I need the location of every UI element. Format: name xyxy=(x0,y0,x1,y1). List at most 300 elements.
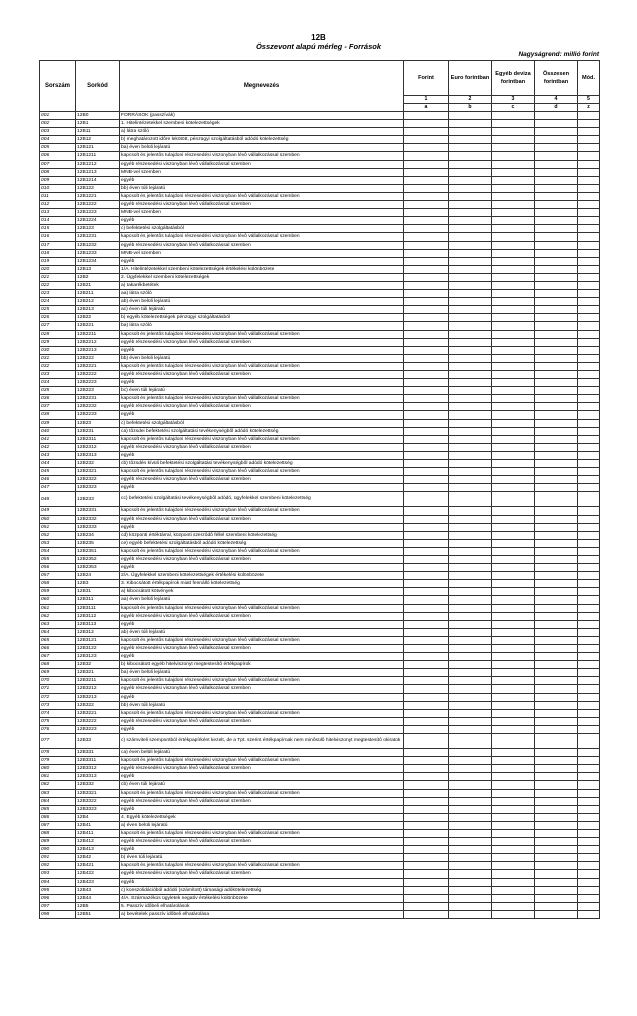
forint-cell[interactable] xyxy=(404,604,449,612)
forint-cell[interactable] xyxy=(404,354,449,362)
euro-cell[interactable] xyxy=(449,225,492,233)
forint-cell[interactable] xyxy=(404,314,449,322)
mod-cell[interactable] xyxy=(578,330,600,338)
euro-cell[interactable] xyxy=(449,168,492,176)
mod-cell[interactable] xyxy=(578,257,600,265)
euro-cell[interactable] xyxy=(449,492,492,507)
forint-cell[interactable] xyxy=(404,677,449,685)
mod-cell[interactable] xyxy=(578,846,600,854)
egyeb-deviza-cell[interactable] xyxy=(492,354,535,362)
osszesen-cell[interactable] xyxy=(535,468,578,476)
egyeb-deviza-cell[interactable] xyxy=(492,894,535,902)
mod-cell[interactable] xyxy=(578,612,600,620)
egyeb-deviza-cell[interactable] xyxy=(492,451,535,459)
euro-cell[interactable] xyxy=(449,273,492,281)
forint-cell[interactable] xyxy=(404,468,449,476)
egyeb-deviza-cell[interactable] xyxy=(492,531,535,539)
mod-cell[interactable] xyxy=(578,136,600,144)
mod-cell[interactable] xyxy=(578,862,600,870)
forint-cell[interactable] xyxy=(404,717,449,725)
egyeb-deviza-cell[interactable] xyxy=(492,257,535,265)
egyeb-deviza-cell[interactable] xyxy=(492,805,535,813)
osszesen-cell[interactable] xyxy=(535,492,578,507)
forint-cell[interactable] xyxy=(404,484,449,492)
forint-cell[interactable] xyxy=(404,910,449,918)
osszesen-cell[interactable] xyxy=(535,395,578,403)
egyeb-deviza-cell[interactable] xyxy=(492,427,535,435)
euro-cell[interactable] xyxy=(449,821,492,829)
egyeb-deviza-cell[interactable] xyxy=(492,781,535,789)
euro-cell[interactable] xyxy=(449,314,492,322)
forint-cell[interactable] xyxy=(404,168,449,176)
osszesen-cell[interactable] xyxy=(535,653,578,661)
mod-cell[interactable] xyxy=(578,902,600,910)
euro-cell[interactable] xyxy=(449,290,492,298)
egyeb-deviza-cell[interactable] xyxy=(492,910,535,918)
mod-cell[interactable] xyxy=(578,572,600,580)
euro-cell[interactable] xyxy=(449,604,492,612)
egyeb-deviza-cell[interactable] xyxy=(492,492,535,507)
euro-cell[interactable] xyxy=(449,257,492,265)
euro-cell[interactable] xyxy=(449,120,492,128)
mod-cell[interactable] xyxy=(578,878,600,886)
forint-cell[interactable] xyxy=(404,160,449,168)
forint-cell[interactable] xyxy=(404,298,449,306)
mod-cell[interactable] xyxy=(578,564,600,572)
forint-cell[interactable] xyxy=(404,338,449,346)
osszesen-cell[interactable] xyxy=(535,547,578,555)
euro-cell[interactable] xyxy=(449,411,492,419)
forint-cell[interactable] xyxy=(404,184,449,192)
euro-cell[interactable] xyxy=(449,661,492,669)
mod-cell[interactable] xyxy=(578,523,600,531)
euro-cell[interactable] xyxy=(449,709,492,717)
euro-cell[interactable] xyxy=(449,144,492,152)
osszesen-cell[interactable] xyxy=(535,523,578,531)
forint-cell[interactable] xyxy=(404,612,449,620)
mod-cell[interactable] xyxy=(578,653,600,661)
egyeb-deviza-cell[interactable] xyxy=(492,821,535,829)
osszesen-cell[interactable] xyxy=(535,265,578,273)
euro-cell[interactable] xyxy=(449,878,492,886)
forint-cell[interactable] xyxy=(404,371,449,379)
egyeb-deviza-cell[interactable] xyxy=(492,555,535,563)
euro-cell[interactable] xyxy=(449,209,492,217)
egyeb-deviza-cell[interactable] xyxy=(492,596,535,604)
euro-cell[interactable] xyxy=(449,379,492,387)
osszesen-cell[interactable] xyxy=(535,403,578,411)
forint-cell[interactable] xyxy=(404,789,449,797)
mod-cell[interactable] xyxy=(578,636,600,644)
forint-cell[interactable] xyxy=(404,564,449,572)
egyeb-deviza-cell[interactable] xyxy=(492,572,535,580)
forint-cell[interactable] xyxy=(404,870,449,878)
forint-cell[interactable] xyxy=(404,476,449,484)
osszesen-cell[interactable] xyxy=(535,661,578,669)
forint-cell[interactable] xyxy=(404,330,449,338)
osszesen-cell[interactable] xyxy=(535,443,578,451)
forint-cell[interactable] xyxy=(404,653,449,661)
osszesen-cell[interactable] xyxy=(535,507,578,515)
forint-cell[interactable] xyxy=(404,725,449,733)
osszesen-cell[interactable] xyxy=(535,886,578,894)
mod-cell[interactable] xyxy=(578,539,600,547)
osszesen-cell[interactable] xyxy=(535,136,578,144)
euro-cell[interactable] xyxy=(449,443,492,451)
egyeb-deviza-cell[interactable] xyxy=(492,813,535,821)
osszesen-cell[interactable] xyxy=(535,387,578,395)
forint-cell[interactable] xyxy=(404,523,449,531)
osszesen-cell[interactable] xyxy=(535,580,578,588)
egyeb-deviza-cell[interactable] xyxy=(492,362,535,370)
forint-cell[interactable] xyxy=(404,902,449,910)
euro-cell[interactable] xyxy=(449,507,492,515)
forint-cell[interactable] xyxy=(404,645,449,653)
osszesen-cell[interactable] xyxy=(535,128,578,136)
euro-cell[interactable] xyxy=(449,628,492,636)
egyeb-deviza-cell[interactable] xyxy=(492,669,535,677)
egyeb-deviza-cell[interactable] xyxy=(492,322,535,330)
osszesen-cell[interactable] xyxy=(535,902,578,910)
forint-cell[interactable] xyxy=(404,685,449,693)
euro-cell[interactable] xyxy=(449,484,492,492)
mod-cell[interactable] xyxy=(578,290,600,298)
euro-cell[interactable] xyxy=(449,636,492,644)
egyeb-deviza-cell[interactable] xyxy=(492,330,535,338)
osszesen-cell[interactable] xyxy=(535,322,578,330)
mod-cell[interactable] xyxy=(578,484,600,492)
osszesen-cell[interactable] xyxy=(535,330,578,338)
forint-cell[interactable] xyxy=(404,387,449,395)
euro-cell[interactable] xyxy=(449,886,492,894)
mod-cell[interactable] xyxy=(578,693,600,701)
egyeb-deviza-cell[interactable] xyxy=(492,765,535,773)
egyeb-deviza-cell[interactable] xyxy=(492,346,535,354)
mod-cell[interactable] xyxy=(578,620,600,628)
egyeb-deviza-cell[interactable] xyxy=(492,507,535,515)
forint-cell[interactable] xyxy=(404,306,449,314)
euro-cell[interactable] xyxy=(449,894,492,902)
egyeb-deviza-cell[interactable] xyxy=(492,773,535,781)
forint-cell[interactable] xyxy=(404,322,449,330)
euro-cell[interactable] xyxy=(449,233,492,241)
mod-cell[interactable] xyxy=(578,725,600,733)
osszesen-cell[interactable] xyxy=(535,539,578,547)
osszesen-cell[interactable] xyxy=(535,152,578,160)
euro-cell[interactable] xyxy=(449,451,492,459)
egyeb-deviza-cell[interactable] xyxy=(492,338,535,346)
osszesen-cell[interactable] xyxy=(535,476,578,484)
euro-cell[interactable] xyxy=(449,781,492,789)
egyeb-deviza-cell[interactable] xyxy=(492,749,535,757)
osszesen-cell[interactable] xyxy=(535,620,578,628)
euro-cell[interactable] xyxy=(449,773,492,781)
egyeb-deviza-cell[interactable] xyxy=(492,580,535,588)
mod-cell[interactable] xyxy=(578,201,600,209)
forint-cell[interactable] xyxy=(404,636,449,644)
osszesen-cell[interactable] xyxy=(535,797,578,805)
osszesen-cell[interactable] xyxy=(535,685,578,693)
mod-cell[interactable] xyxy=(578,734,600,749)
egyeb-deviza-cell[interactable] xyxy=(492,797,535,805)
egyeb-deviza-cell[interactable] xyxy=(492,225,535,233)
mod-cell[interactable] xyxy=(578,322,600,330)
forint-cell[interactable] xyxy=(404,701,449,709)
euro-cell[interactable] xyxy=(449,547,492,555)
mod-cell[interactable] xyxy=(578,144,600,152)
forint-cell[interactable] xyxy=(404,241,449,249)
euro-cell[interactable] xyxy=(449,419,492,427)
forint-cell[interactable] xyxy=(404,580,449,588)
forint-cell[interactable] xyxy=(404,257,449,265)
euro-cell[interactable] xyxy=(449,677,492,685)
mod-cell[interactable] xyxy=(578,476,600,484)
euro-cell[interactable] xyxy=(449,152,492,160)
mod-cell[interactable] xyxy=(578,596,600,604)
forint-cell[interactable] xyxy=(404,265,449,273)
egyeb-deviza-cell[interactable] xyxy=(492,128,535,136)
osszesen-cell[interactable] xyxy=(535,192,578,200)
euro-cell[interactable] xyxy=(449,685,492,693)
mod-cell[interactable] xyxy=(578,580,600,588)
egyeb-deviza-cell[interactable] xyxy=(492,419,535,427)
osszesen-cell[interactable] xyxy=(535,813,578,821)
osszesen-cell[interactable] xyxy=(535,314,578,322)
egyeb-deviza-cell[interactable] xyxy=(492,273,535,281)
mod-cell[interactable] xyxy=(578,789,600,797)
euro-cell[interactable] xyxy=(449,910,492,918)
forint-cell[interactable] xyxy=(404,709,449,717)
osszesen-cell[interactable] xyxy=(535,588,578,596)
mod-cell[interactable] xyxy=(578,281,600,289)
osszesen-cell[interactable] xyxy=(535,168,578,176)
mod-cell[interactable] xyxy=(578,427,600,435)
forint-cell[interactable] xyxy=(404,596,449,604)
mod-cell[interactable] xyxy=(578,838,600,846)
forint-cell[interactable] xyxy=(404,781,449,789)
egyeb-deviza-cell[interactable] xyxy=(492,838,535,846)
euro-cell[interactable] xyxy=(449,298,492,306)
mod-cell[interactable] xyxy=(578,403,600,411)
mod-cell[interactable] xyxy=(578,338,600,346)
forint-cell[interactable] xyxy=(404,539,449,547)
mod-cell[interactable] xyxy=(578,371,600,379)
osszesen-cell[interactable] xyxy=(535,838,578,846)
egyeb-deviza-cell[interactable] xyxy=(492,265,535,273)
egyeb-deviza-cell[interactable] xyxy=(492,371,535,379)
egyeb-deviza-cell[interactable] xyxy=(492,725,535,733)
euro-cell[interactable] xyxy=(449,805,492,813)
mod-cell[interactable] xyxy=(578,217,600,225)
euro-cell[interactable] xyxy=(449,564,492,572)
osszesen-cell[interactable] xyxy=(535,709,578,717)
egyeb-deviza-cell[interactable] xyxy=(492,411,535,419)
forint-cell[interactable] xyxy=(404,249,449,257)
egyeb-deviza-cell[interactable] xyxy=(492,395,535,403)
mod-cell[interactable] xyxy=(578,555,600,563)
osszesen-cell[interactable] xyxy=(535,531,578,539)
forint-cell[interactable] xyxy=(404,427,449,435)
osszesen-cell[interactable] xyxy=(535,160,578,168)
forint-cell[interactable] xyxy=(404,128,449,136)
forint-cell[interactable] xyxy=(404,749,449,757)
mod-cell[interactable] xyxy=(578,829,600,837)
egyeb-deviza-cell[interactable] xyxy=(492,168,535,176)
egyeb-deviza-cell[interactable] xyxy=(492,878,535,886)
mod-cell[interactable] xyxy=(578,314,600,322)
osszesen-cell[interactable] xyxy=(535,233,578,241)
osszesen-cell[interactable] xyxy=(535,306,578,314)
forint-cell[interactable] xyxy=(404,152,449,160)
egyeb-deviza-cell[interactable] xyxy=(492,620,535,628)
mod-cell[interactable] xyxy=(578,781,600,789)
forint-cell[interactable] xyxy=(404,176,449,184)
mod-cell[interactable] xyxy=(578,411,600,419)
forint-cell[interactable] xyxy=(404,233,449,241)
euro-cell[interactable] xyxy=(449,468,492,476)
euro-cell[interactable] xyxy=(449,588,492,596)
mod-cell[interactable] xyxy=(578,233,600,241)
forint-cell[interactable] xyxy=(404,515,449,523)
osszesen-cell[interactable] xyxy=(535,612,578,620)
forint-cell[interactable] xyxy=(404,693,449,701)
osszesen-cell[interactable] xyxy=(535,572,578,580)
euro-cell[interactable] xyxy=(449,176,492,184)
euro-cell[interactable] xyxy=(449,184,492,192)
forint-cell[interactable] xyxy=(404,862,449,870)
osszesen-cell[interactable] xyxy=(535,701,578,709)
euro-cell[interactable] xyxy=(449,531,492,539)
egyeb-deviza-cell[interactable] xyxy=(492,435,535,443)
euro-cell[interactable] xyxy=(449,201,492,209)
euro-cell[interactable] xyxy=(449,192,492,200)
osszesen-cell[interactable] xyxy=(535,781,578,789)
forint-cell[interactable] xyxy=(404,797,449,805)
forint-cell[interactable] xyxy=(404,572,449,580)
egyeb-deviza-cell[interactable] xyxy=(492,717,535,725)
euro-cell[interactable] xyxy=(449,403,492,411)
mod-cell[interactable] xyxy=(578,128,600,136)
egyeb-deviza-cell[interactable] xyxy=(492,854,535,862)
forint-cell[interactable] xyxy=(404,112,449,120)
forint-cell[interactable] xyxy=(404,379,449,387)
mod-cell[interactable] xyxy=(578,661,600,669)
egyeb-deviza-cell[interactable] xyxy=(492,886,535,894)
osszesen-cell[interactable] xyxy=(535,184,578,192)
egyeb-deviza-cell[interactable] xyxy=(492,604,535,612)
euro-cell[interactable] xyxy=(449,281,492,289)
mod-cell[interactable] xyxy=(578,419,600,427)
euro-cell[interactable] xyxy=(449,354,492,362)
osszesen-cell[interactable] xyxy=(535,734,578,749)
forint-cell[interactable] xyxy=(404,846,449,854)
mod-cell[interactable] xyxy=(578,765,600,773)
osszesen-cell[interactable] xyxy=(535,338,578,346)
egyeb-deviza-cell[interactable] xyxy=(492,846,535,854)
euro-cell[interactable] xyxy=(449,757,492,765)
egyeb-deviza-cell[interactable] xyxy=(492,564,535,572)
egyeb-deviza-cell[interactable] xyxy=(492,677,535,685)
forint-cell[interactable] xyxy=(404,854,449,862)
forint-cell[interactable] xyxy=(404,878,449,886)
osszesen-cell[interactable] xyxy=(535,201,578,209)
mod-cell[interactable] xyxy=(578,184,600,192)
mod-cell[interactable] xyxy=(578,192,600,200)
osszesen-cell[interactable] xyxy=(535,596,578,604)
egyeb-deviza-cell[interactable] xyxy=(492,685,535,693)
forint-cell[interactable] xyxy=(404,201,449,209)
euro-cell[interactable] xyxy=(449,789,492,797)
mod-cell[interactable] xyxy=(578,492,600,507)
mod-cell[interactable] xyxy=(578,701,600,709)
euro-cell[interactable] xyxy=(449,669,492,677)
osszesen-cell[interactable] xyxy=(535,564,578,572)
forint-cell[interactable] xyxy=(404,460,449,468)
mod-cell[interactable] xyxy=(578,209,600,217)
forint-cell[interactable] xyxy=(404,273,449,281)
euro-cell[interactable] xyxy=(449,217,492,225)
mod-cell[interactable] xyxy=(578,685,600,693)
euro-cell[interactable] xyxy=(449,838,492,846)
forint-cell[interactable] xyxy=(404,669,449,677)
egyeb-deviza-cell[interactable] xyxy=(492,588,535,596)
forint-cell[interactable] xyxy=(404,362,449,370)
forint-cell[interactable] xyxy=(404,531,449,539)
osszesen-cell[interactable] xyxy=(535,209,578,217)
euro-cell[interactable] xyxy=(449,645,492,653)
euro-cell[interactable] xyxy=(449,265,492,273)
egyeb-deviza-cell[interactable] xyxy=(492,217,535,225)
euro-cell[interactable] xyxy=(449,523,492,531)
egyeb-deviza-cell[interactable] xyxy=(492,152,535,160)
euro-cell[interactable] xyxy=(449,476,492,484)
forint-cell[interactable] xyxy=(404,805,449,813)
euro-cell[interactable] xyxy=(449,693,492,701)
osszesen-cell[interactable] xyxy=(535,515,578,523)
mod-cell[interactable] xyxy=(578,362,600,370)
egyeb-deviza-cell[interactable] xyxy=(492,523,535,531)
osszesen-cell[interactable] xyxy=(535,281,578,289)
mod-cell[interactable] xyxy=(578,813,600,821)
egyeb-deviza-cell[interactable] xyxy=(492,476,535,484)
euro-cell[interactable] xyxy=(449,362,492,370)
osszesen-cell[interactable] xyxy=(535,805,578,813)
osszesen-cell[interactable] xyxy=(535,846,578,854)
egyeb-deviza-cell[interactable] xyxy=(492,233,535,241)
osszesen-cell[interactable] xyxy=(535,604,578,612)
egyeb-deviza-cell[interactable] xyxy=(492,547,535,555)
osszesen-cell[interactable] xyxy=(535,628,578,636)
egyeb-deviza-cell[interactable] xyxy=(492,701,535,709)
mod-cell[interactable] xyxy=(578,379,600,387)
osszesen-cell[interactable] xyxy=(535,693,578,701)
mod-cell[interactable] xyxy=(578,152,600,160)
osszesen-cell[interactable] xyxy=(535,789,578,797)
osszesen-cell[interactable] xyxy=(535,290,578,298)
egyeb-deviza-cell[interactable] xyxy=(492,160,535,168)
mod-cell[interactable] xyxy=(578,821,600,829)
osszesen-cell[interactable] xyxy=(535,677,578,685)
egyeb-deviza-cell[interactable] xyxy=(492,403,535,411)
mod-cell[interactable] xyxy=(578,460,600,468)
mod-cell[interactable] xyxy=(578,120,600,128)
euro-cell[interactable] xyxy=(449,371,492,379)
mod-cell[interactable] xyxy=(578,797,600,805)
egyeb-deviza-cell[interactable] xyxy=(492,184,535,192)
mod-cell[interactable] xyxy=(578,160,600,168)
osszesen-cell[interactable] xyxy=(535,821,578,829)
forint-cell[interactable] xyxy=(404,555,449,563)
